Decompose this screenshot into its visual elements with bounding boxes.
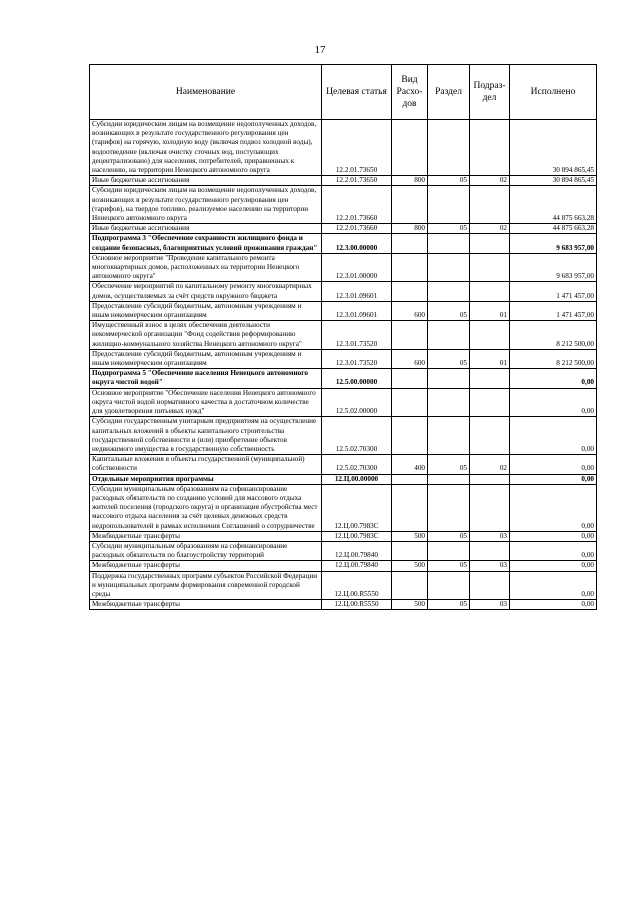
row-name-cell: Основное мероприятие "Обеспечение населения Ненецкого автономного округа чистой водой нормативного качества в достаточном количестве для удовлетворения питьевых нужд" (90, 388, 322, 417)
row-executed-cell: 8 212 500,00 (510, 321, 597, 350)
row-name-cell: Межбюджетные трансферты (90, 600, 322, 610)
row-name-cell: Субсидии юридическим лицам на возмещение недополученных доходов, возникающих в результате государственного регулирования цен (тарифов), на твердое топливо, реализуемое населению на территории Ненецкого автономного округа (90, 186, 322, 224)
row-subsection-cell (470, 369, 510, 388)
row-name-cell: Подпрограмма 5 "Обеспечение населения Ненецкого автономного округа чистой водой" (90, 369, 322, 388)
row-name-cell: Межбюджетные трансферты (90, 561, 322, 571)
row-subsection-cell (470, 186, 510, 224)
row-subsection-cell (470, 321, 510, 350)
row-name-cell: Отдельные мероприятия программы (90, 474, 322, 484)
row-expense-type-cell (392, 541, 428, 560)
row-section-cell: 05 (428, 301, 470, 320)
row-executed-cell: 1 471 457,00 (510, 301, 597, 320)
row-subsection-cell: 01 (470, 349, 510, 368)
row-executed-cell: 0,00 (510, 571, 597, 600)
row-target-article-cell: 12.3.00.00000 (322, 234, 392, 253)
row-name-cell: Иные бюджетные ассигнования (90, 176, 322, 186)
row-expense-type-cell (392, 253, 428, 282)
row-executed-cell: 9 683 957,00 (510, 253, 597, 282)
row-subsection-cell: 02 (470, 224, 510, 234)
row-target-article-cell: 12.3.01.09601 (322, 301, 392, 320)
row-executed-cell: 0,00 (510, 455, 597, 474)
row-name-cell: Обеспечение мероприятий по капитальному ремонту многоквартирных домов, осуществляемых за счёт средств окружного бюджета (90, 282, 322, 301)
row-executed-cell: 0,00 (510, 541, 597, 560)
row-executed-cell: 9 683 957,00 (510, 234, 597, 253)
row-subsection-cell (470, 282, 510, 301)
row-name-cell: Субсидии муниципальным образованиям на софинансирование расходных обязательств по созданию условий для массового отдыха жителей поселения (городского округа) и организация обустройства мест массового отдыха населения за счёт целевых денежных средств недропользователей в рамках исполнения Соглашений о сотрудничестве (90, 484, 322, 531)
row-subsection-cell (470, 541, 510, 560)
row-subsection-cell: 03 (470, 531, 510, 541)
row-name-cell: Межбюджетные трансферты (90, 531, 322, 541)
table-row (90, 541, 597, 560)
row-executed-cell: 44 875 663,28 (510, 224, 597, 234)
row-section-cell (428, 417, 470, 455)
row-target-article-cell: 12.Ц.00.R5550 (322, 600, 392, 610)
row-executed-cell: 0,00 (510, 561, 597, 571)
row-target-article-cell: 12.5.02.70300 (322, 455, 392, 474)
row-expense-type-cell: 600 (392, 301, 428, 320)
table-header-row (90, 65, 597, 120)
row-executed-cell: 44 875 663,28 (510, 186, 597, 224)
row-name-cell: Иные бюджетные ассигнования (90, 224, 322, 234)
row-section-cell: 05 (428, 600, 470, 610)
table-row (90, 282, 597, 301)
table-row (90, 349, 597, 368)
table-row (90, 186, 597, 224)
row-section-cell: 05 (428, 455, 470, 474)
header-target-article: Целевая статья (322, 65, 392, 120)
table-row (90, 120, 597, 176)
table-row (90, 571, 597, 600)
row-target-article-cell: 12.2.01.73650 (322, 120, 392, 176)
row-section-cell (428, 369, 470, 388)
row-subsection-cell (470, 417, 510, 455)
row-expense-type-cell (392, 321, 428, 350)
row-expense-type-cell: 800 (392, 176, 428, 186)
row-target-article-cell: 12.Ц.00.7983С (322, 484, 392, 531)
row-executed-cell: 0,00 (510, 369, 597, 388)
row-expense-type-cell: 500 (392, 561, 428, 571)
table-row (90, 600, 597, 610)
header-section: Раздел (428, 65, 470, 120)
row-subsection-cell: 01 (470, 301, 510, 320)
row-expense-type-cell (392, 484, 428, 531)
row-target-article-cell: 12.Ц.00.7983С (322, 531, 392, 541)
row-section-cell (428, 234, 470, 253)
row-executed-cell: 1 471 457,00 (510, 282, 597, 301)
row-subsection-cell (470, 120, 510, 176)
table-row (90, 369, 597, 388)
row-target-article-cell: 12.5.00.00000 (322, 369, 392, 388)
row-executed-cell: 0,00 (510, 531, 597, 541)
row-expense-type-cell: 500 (392, 600, 428, 610)
table-body (90, 120, 597, 610)
header-name: Наименование (90, 65, 322, 120)
row-target-article-cell: 12.Ц.00.79840 (322, 541, 392, 560)
row-target-article-cell: 12.5.02.00000 (322, 388, 392, 417)
row-subsection-cell (470, 571, 510, 600)
row-name-cell: Поддержка государственных программ субъектов Российской Федерации и муниципальных программ формирования современной городской среды (90, 571, 322, 600)
row-expense-type-cell (392, 417, 428, 455)
row-section-cell: 05 (428, 349, 470, 368)
row-subsection-cell (470, 484, 510, 531)
row-target-article-cell: 12.3.01.73520 (322, 349, 392, 368)
row-name-cell: Имущественный взнос в целях обеспечения деятельности некоммерческой организации "Фонд содействия реформированию жилищно-коммунального хозяйства Ненецкого автономного округа" (90, 321, 322, 350)
row-name-cell: Основное мероприятие "Проведение капитального ремонта многоквартирных домов, расположенных на территории Ненецкого автономного округа" (90, 253, 322, 282)
row-subsection-cell: 02 (470, 176, 510, 186)
row-subsection-cell: 03 (470, 561, 510, 571)
table-row (90, 224, 597, 234)
row-expense-type-cell (392, 282, 428, 301)
table-row (90, 301, 597, 320)
table-row (90, 417, 597, 455)
row-section-cell (428, 571, 470, 600)
row-subsection-cell (470, 388, 510, 417)
header-expense-type: Вид Расхо-дов (392, 65, 428, 120)
table-row (90, 474, 597, 484)
row-expense-type-cell: 400 (392, 455, 428, 474)
row-target-article-cell: 12.5.02.70300 (322, 417, 392, 455)
row-target-article-cell: 12.3.01.73520 (322, 321, 392, 350)
row-target-article-cell: 12.2.01.73660 (322, 224, 392, 234)
table-row (90, 531, 597, 541)
row-expense-type-cell (392, 388, 428, 417)
row-subsection-cell (470, 474, 510, 484)
row-section-cell (428, 321, 470, 350)
row-expense-type-cell: 800 (392, 224, 428, 234)
row-expense-type-cell (392, 120, 428, 176)
row-section-cell: 05 (428, 531, 470, 541)
table-row (90, 484, 597, 531)
row-section-cell (428, 282, 470, 301)
row-executed-cell: 0,00 (510, 388, 597, 417)
row-section-cell (428, 253, 470, 282)
row-expense-type-cell (392, 186, 428, 224)
row-section-cell (428, 388, 470, 417)
row-expense-type-cell: 600 (392, 349, 428, 368)
row-section-cell (428, 120, 470, 176)
row-executed-cell: 30 894 865,45 (510, 176, 597, 186)
row-section-cell (428, 484, 470, 531)
budget-execution-table (89, 64, 597, 610)
table-row (90, 388, 597, 417)
row-target-article-cell: 12.2.01.73650 (322, 176, 392, 186)
row-target-article-cell: 12.Ц.00.00000 (322, 474, 392, 484)
row-section-cell: 05 (428, 224, 470, 234)
row-name-cell: Предоставление субсидий бюджетным, автономным учреждениям и иным некоммерческим организациям (90, 349, 322, 368)
row-name-cell: Субсидии муниципальным образованиям на софинансирование расходных обязательств по благоустройству территорий (90, 541, 322, 560)
row-executed-cell: 0,00 (510, 600, 597, 610)
row-section-cell (428, 474, 470, 484)
row-executed-cell: 8 212 500,00 (510, 349, 597, 368)
header-subsection: Подраз-дел (470, 65, 510, 120)
row-section-cell: 05 (428, 176, 470, 186)
row-target-article-cell: 12.Ц.00.79840 (322, 561, 392, 571)
table-row (90, 253, 597, 282)
row-section-cell (428, 541, 470, 560)
row-subsection-cell (470, 234, 510, 253)
row-name-cell: Субсидии государственным унитарным предприятиям на осуществление капитальных вложений в объекты капитального строительства государственной собственности и (или) приобретение объектов недвижимого имущества в государственную собственность (90, 417, 322, 455)
row-section-cell (428, 186, 470, 224)
row-section-cell: 05 (428, 561, 470, 571)
header-executed: Исполнено (510, 65, 597, 120)
table-row (90, 561, 597, 571)
row-target-article-cell: 12.3.01.09601 (322, 282, 392, 301)
row-subsection-cell: 02 (470, 455, 510, 474)
table-row (90, 234, 597, 253)
row-executed-cell: 0,00 (510, 484, 597, 531)
row-name-cell: Подпрограмма 3 "Обеспечение сохранности жилищного фонда и создание безопасных, благоприятных условий проживания граждан" (90, 234, 322, 253)
row-executed-cell: 30 894 865,45 (510, 120, 597, 176)
row-name-cell: Субсидии юридическим лицам на возмещение недополученных доходов, возникающих в результате государственного регулирования цен (тарифов) на горячую, холодную воду (включая подвоз холодной воды), водоотведение (включая очистку сточных вод, поступающих децентрализовано) для населения, потребителей, приравненных к населению, на территории Ненецкого автономного округа (90, 120, 322, 176)
row-subsection-cell: 03 (470, 600, 510, 610)
row-expense-type-cell: 500 (392, 531, 428, 541)
page-number: 17 (314, 44, 326, 56)
row-subsection-cell (470, 253, 510, 282)
row-executed-cell: 0,00 (510, 474, 597, 484)
row-target-article-cell: 12.3.01.00000 (322, 253, 392, 282)
row-executed-cell: 0,00 (510, 417, 597, 455)
table-row (90, 455, 597, 474)
table-row (90, 176, 597, 186)
row-name-cell: Предоставление субсидий бюджетным, автономным учреждениям и иным некоммерческим организациям (90, 301, 322, 320)
row-target-article-cell: 12.2.01.73660 (322, 186, 392, 224)
table-row (90, 321, 597, 350)
row-expense-type-cell (392, 369, 428, 388)
row-expense-type-cell (392, 474, 428, 484)
row-name-cell: Капитальные вложения в объекты государственной (муниципальной) собственности (90, 455, 322, 474)
row-expense-type-cell (392, 234, 428, 253)
row-expense-type-cell (392, 571, 428, 600)
row-target-article-cell: 12.Ц.00.R5550 (322, 571, 392, 600)
